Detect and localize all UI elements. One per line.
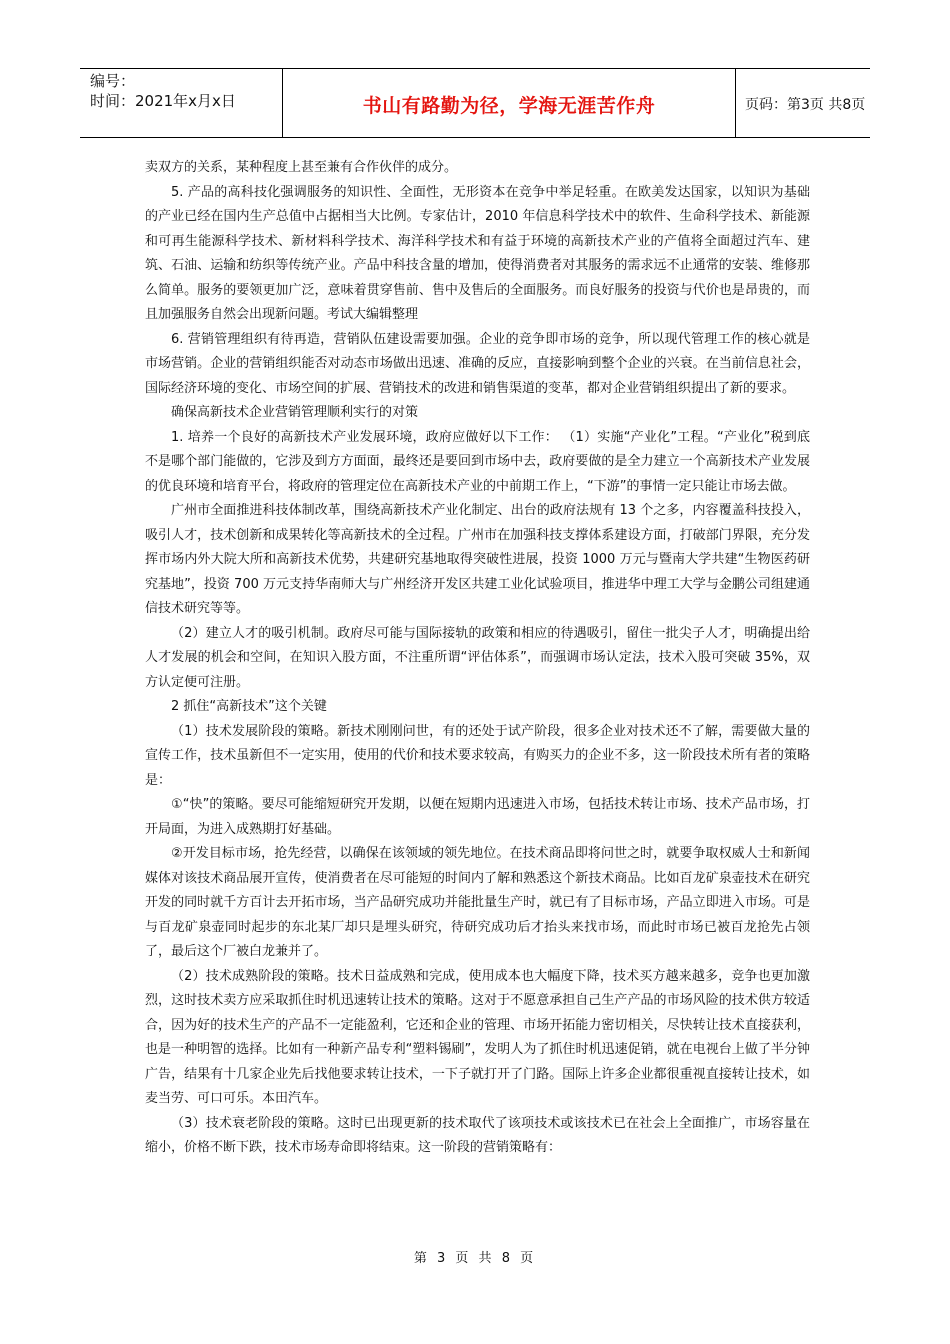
document-body — [145, 156, 810, 1161]
body-paragraph: 2 抓住“高新技术”这个关键 — [171, 699, 327, 714]
body-paragraph: （1）技术发展阶段的策略。新技术刚刚问世，有的还处于试产阶段，很多企业对技术还不了解，需要做大量的宣传工作，技术虽新但不一定实用，使用的代价和技术要求较高，有购买力的企业不多，这一阶段技术所有者的策略是： — [145, 723, 810, 788]
body-paragraph: ②开发目标市场，抢先经营，以确保在该领域的领先地位。在技术商品即将问世之时，就要争取权威人士和新闻媒体对该技术商品展开宣传，使消费者在尽可能短的时间内了解和熟悉这个新技术商品。比如百龙矿泉壶技术在研究开发的同时就千方百计去开拓市场，当产品研究成功并能批量生产时，就已有了目标市场，产品立即进入市场。可是与百龙矿泉壶同时起步的东北某厂却只是埋头研究，待研究成功后才抬头来找市场，而此时市场已被百龙抢先占领了，最后这个厂被白龙兼并了。 — [145, 846, 810, 959]
document-number-label: 编号： — [90, 72, 136, 90]
header-info-cell — [80, 69, 280, 137]
header-page-cell — [736, 69, 870, 137]
body-paragraph: （2）技术成熟阶段的策略。技术日益成熟和完成，使用成本也大幅度下降，技术买方越来越多，竞争也更加激烈，这时技术卖方应采取抓住时机迅速转让技术的策略。这对于不愿意承担自己生产产品的市场风险的技术供方较适合，因为好的技术生产的产品不一定能盈利，它还和企业的管理、市场开拓能力密切相关，尽快转让技术直接获利，也是一种明智的选择。比如有一种新产品专利“塑料锡刷”，发明人为了抓住时机迅速促销，就在电视台上做了半分钟广告，结果有十几家企业先后找他要求转让技术，一下子就打开了门路。国际上许多企业都很重视直接转让技术，如麦当劳、可口可乐。本田汽车。 — [145, 968, 810, 1106]
body-paragraph: 确保高新技术企业营销管理顺利实行的对策 — [171, 405, 419, 420]
header-motto-cell — [282, 69, 736, 137]
document-date: 时间：2021年x月x日 — [90, 92, 236, 110]
page-footer: 第 3 页 共 8 页 — [413, 1251, 537, 1266]
body-paragraph: 卖双方的关系，某种程度上甚至兼有合作伙伴的成分。 — [145, 160, 458, 175]
header-motto: 书山有路勤为径，学海无涯苦作舟 — [362, 95, 656, 117]
body-paragraph: 广州市全面推进科技体制改革，围绕高新技术产业化制定、出台的政府法规有 13 个之多，内容覆盖科技投入，吸引人才，技术创新和成果转化等高新技术的全过程。广州市在加强科技支撑体系建设方面，打破部门界限，充分发挥市场内外大院大所和高新技术优势，共建研究基地取得突破性进展，投资 1000 万元与暨南大学共建“生物医药研究基地”，投资 700 万元支持华南师大与广州经济开发区共建工业化试验项目，推进华中理工大学与金鹏公司组建通信技术研究等等。 — [145, 503, 810, 616]
body-paragraph: 5. 产品的高科技化强调服务的知识性、全面性，无形资本在竞争中举足轻重。在欧美发达国家，以知识为基础的产业已经在国内生产总值中占据相当大比例。专家估计，2010 年信息科学技术中的软件、生命科学技术、新能源和可再生能源科学技术、新材料科学技术、海洋科学技术和有益于环境的高新技术产业的产值将全面超过汽车、建筑、石油、运输和纺织等传统产业。产品中科技含量的增加，使得消费者对其服务的需求远不止通常的安装、维修那么简单。服务的要领更加广泛，意味着贯穿售前、售中及售后的全面服务。而良好服务的投资与代价也是昂贵的，而且加强服务自然会出现新问题。考试大编辑整理 — [145, 184, 810, 322]
body-paragraph: （3）技术衰老阶段的策略。这时已出现更新的技术取代了该项技术或该技术已在社会上全面推广，市场容量在缩小，价格不断下跌，技术市场寿命即将结束。这一阶段的营销策略有： — [145, 1115, 810, 1155]
body-paragraph: （2）建立人才的吸引机制。政府尽可能与国际接轨的政策和相应的待遇吸引，留住一批尖子人才，明确提出给人才发展的机会和空间，在知识入股方面，不注重所谓“评估体系”，而强调市场认定法，技术入股可突破 35%，双方认定便可注册。 — [145, 625, 810, 690]
page-header — [80, 68, 870, 138]
body-paragraph: 6. 营销管理组织有待再造，营销队伍建设需要加强。企业的竞争即市场的竞争，所以现代管理工作的核心就是市场营销。企业的营销组织能否对动态市场做出迅速、准确的反应，直接影响到整个企业的兴衰。在当前信息社会，国际经济环境的变化、市场空间的扩展、营销技术的改进和销售渠道的变革，都对企业营销组织提出了新的要求。 — [145, 331, 810, 396]
body-paragraph: 1. 培养一个良好的高新技术产业发展环境，政府应做好以下工作： （1）实施“产业化”工程。“产业化”税到底不是哪个部门能做的，它涉及到方方面面，最终还是要回到市场中去，政府要做的是全力建立一个高新技术产业发展的优良环境和培育平台，将政府的管理定位在高新技术产业的中前期工作上，“下游”的事情一定只能让市场去做。 — [145, 429, 810, 494]
header-page-code: 页码：第3页 共8页 — [745, 97, 866, 113]
body-paragraph: ①“快”的策略。要尽可能缩短研究开发期，以便在短期内迅速进入市场，包括技术转让市场、技术产品市场，打开局面，为进入成熟期打好基础。 — [145, 797, 810, 837]
